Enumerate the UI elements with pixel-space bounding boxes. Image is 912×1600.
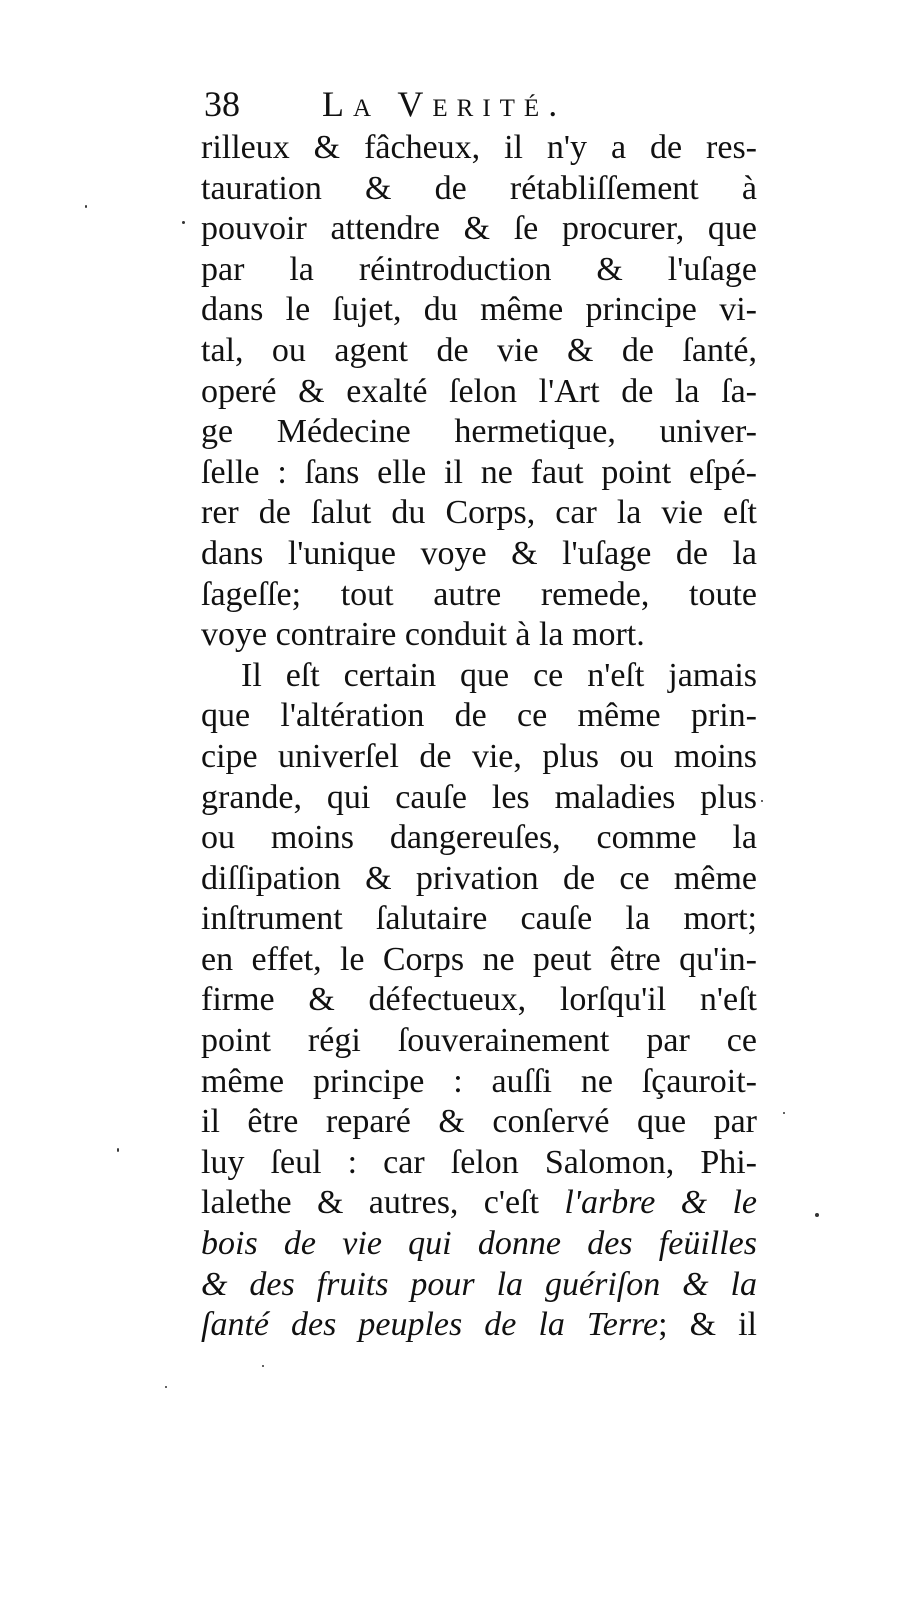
text-run: dans l'unique voye & l'uſage de la [201, 534, 757, 572]
text-line [201, 940, 757, 981]
text-run: ; & il [658, 1306, 757, 1344]
text-run: dans le ſujet, du même principe vi- [201, 291, 757, 329]
text-run: tal, ou agent de vie & de ſanté, [201, 331, 757, 369]
text-run: en effet, le Corps ne peut être qu'in- [201, 940, 757, 978]
text-run: il être reparé & conſervé que par [201, 1103, 757, 1141]
paper-speck [262, 1365, 264, 1367]
text-line [201, 453, 757, 494]
text-line [201, 778, 757, 819]
text-line [201, 250, 757, 291]
text-line [201, 737, 757, 778]
text-run: ou moins dangereuſes, comme la [201, 819, 757, 857]
text-run: inſtrument ſalutaire cauſe la mort; [201, 900, 757, 938]
text-run: ge Médecine hermetique, univer- [201, 413, 757, 451]
italic-text-run: l'arbre & le [564, 1184, 757, 1222]
paper-speck [117, 1148, 119, 1152]
text-line [201, 1102, 757, 1143]
text-run: rilleux & fâcheux, il n'y a de res- [201, 129, 757, 166]
text-line [201, 209, 757, 250]
text-line [201, 1183, 757, 1224]
paper-speck [165, 1386, 167, 1388]
running-title: La Verité. [322, 84, 567, 124]
text-run: tauration & de rétabliſſement à [201, 169, 757, 207]
text-run: voye contraire conduit à la mort. [201, 616, 645, 654]
text-line [201, 696, 757, 737]
text-line [201, 980, 757, 1021]
text-line [201, 1062, 757, 1103]
text-run: luy ſeul : car ſelon Salomon, Phi- [201, 1143, 757, 1181]
text-run: que l'altération de ce même prin- [201, 697, 757, 735]
text-run: grande, qui cauſe les maladies plus [201, 778, 757, 816]
running-head [204, 82, 684, 126]
text-line [201, 128, 757, 169]
text-run: rer de ſalut du Corps, car la vie eſt [201, 494, 757, 532]
text-run: Il eſt certain que ce n'eſt jamais [241, 656, 757, 694]
text-line [201, 1265, 757, 1306]
text-line [201, 859, 757, 900]
text-run: par la réintroduction & l'uſage [201, 250, 757, 288]
text-run: lalethe & autres, c'eſt [201, 1184, 565, 1222]
text-line [201, 290, 757, 331]
text-run: diſſipation & privation de ce même [201, 859, 757, 897]
text-run: cipe univerſel de vie, plus ou moins [201, 737, 757, 775]
paper-speck [783, 1112, 785, 1114]
text-run: ſageſſe; tout autre remede, toute [201, 575, 757, 613]
text-line [201, 372, 757, 413]
text-line [201, 493, 757, 534]
italic-text-run: bois de vie qui donne des feüilles [201, 1225, 757, 1263]
page-number: 38 [204, 84, 240, 124]
text-run: firme & défectueux, lorſqu'il n'eſt [201, 981, 757, 1019]
text-line [201, 1143, 757, 1184]
paper-speck [815, 1213, 819, 1217]
text-line [201, 899, 757, 940]
text-run: point régi ſouverainement par ce [201, 1022, 757, 1060]
text-line [201, 1224, 757, 1265]
text-line [201, 615, 757, 656]
text-run: ſelle : ſans elle il ne faut point eſpé- [201, 453, 757, 491]
text-line [201, 1021, 757, 1062]
text-line [201, 656, 757, 697]
text-line [201, 412, 757, 453]
text-line [201, 575, 757, 616]
italic-text-run: ſanté des peuples de la Terre [201, 1306, 659, 1344]
text-line [201, 534, 757, 575]
text-run: pouvoir attendre & ſe procurer, que [201, 210, 757, 248]
text-line [201, 331, 757, 372]
italic-text-run: & des fruits pour la guériſon & la [201, 1265, 757, 1303]
text-line [201, 169, 757, 210]
paper-speck [182, 221, 185, 224]
body-text [201, 128, 757, 1346]
paper-speck [85, 205, 87, 208]
text-line [201, 818, 757, 859]
text-line [201, 1305, 757, 1346]
text-run: même principe : auſſi ne ſçauroit- [201, 1062, 757, 1100]
text-run: operé & exalté ſelon l'Art de la ſa- [201, 372, 757, 410]
paper-speck [761, 800, 763, 802]
